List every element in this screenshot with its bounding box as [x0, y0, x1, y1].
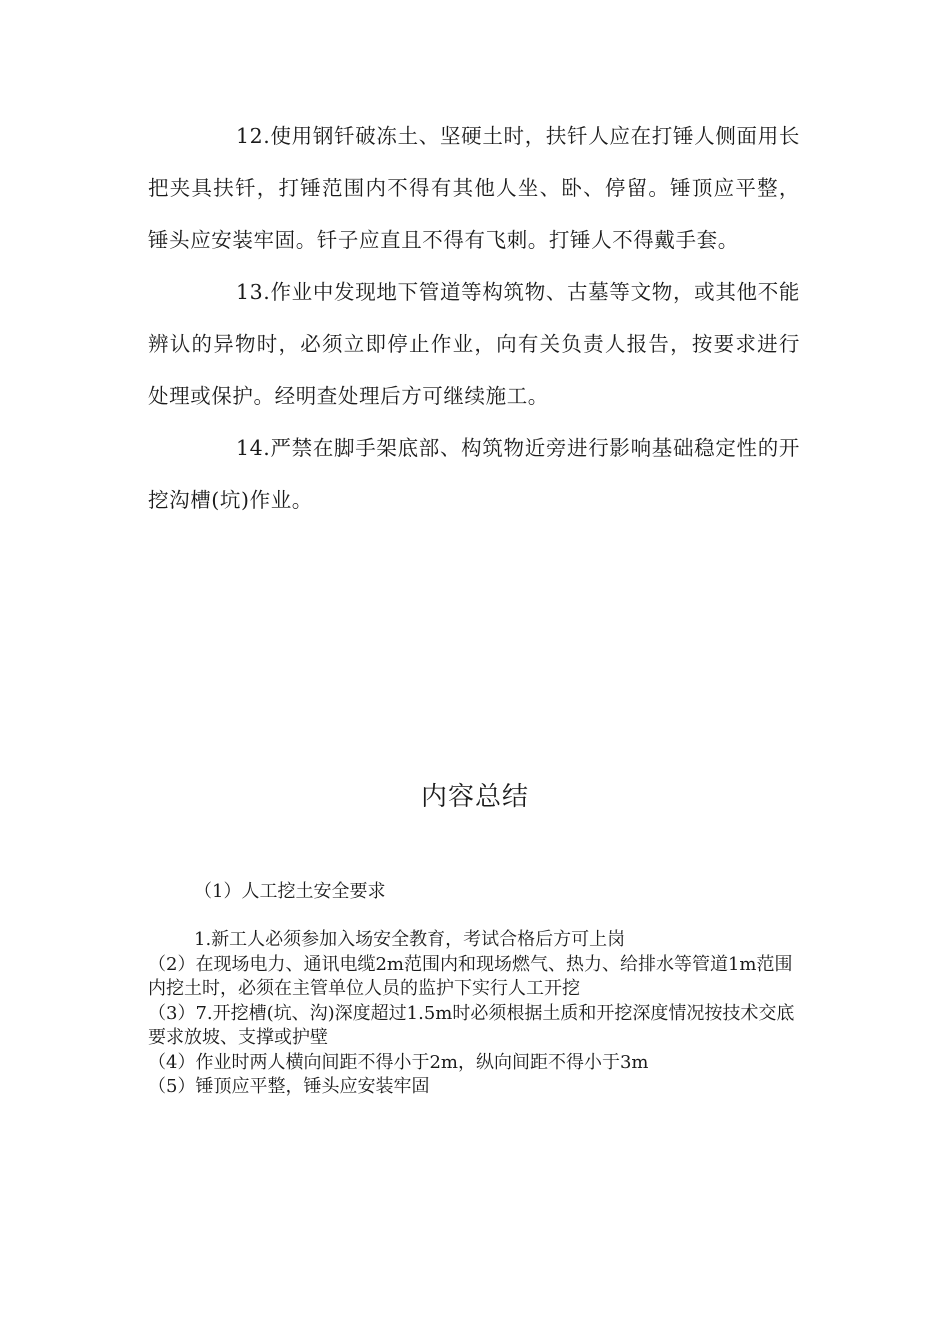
paragraph-14: 14.严禁在脚手架底部、构筑物近旁进行影响基础稳定性的开挖沟槽(坑)作业。 [148, 436, 800, 512]
summary-line: （3）7.开挖槽(坑、沟)深度超过1.5m时必须根据土质和开挖深度情况按技术交底要求放坡、支撑或护壁 [148, 1002, 795, 1048]
summary-line: 1.新工人必须参加入场安全教育，考试合格后方可上岗 [194, 929, 626, 950]
summary-line: （4）作业时两人横向间距不得小于2m，纵向间距不得小于3m [148, 1051, 649, 1073]
summary-heading: （1）人工挖土安全要求 [194, 881, 386, 902]
summary-line: （5）锤顶应平整，锤头应安装牢固 [148, 1076, 430, 1097]
paragraph-12: 12.使用钢钎破冻土、坚硬土时，扶钎人应在打锤人侧面用长把夹具扶钎，打锤范围内不得有其他人坐、卧、停留。锤顶应平整，锤头应安装牢固。钎子应直且不得有飞刺。打锤人不得戴手套。 [148, 124, 800, 252]
body-text [148, 110, 800, 526]
summary-list [148, 928, 800, 1100]
summary-title: 内容总结 [420, 782, 529, 812]
summary-line: （2）在现场电力、通讯电缆2m范围内和现场燃气、热力、给排水等管道1m范围内挖土时，必须在主管单位人员的监护下实行人工开挖 [148, 953, 793, 999]
paragraph-13: 13.作业中发现地下管道等构筑物、古墓等文物，或其他不能辨认的异物时，必须立即停止作业，向有关负责人报告，按要求进行处理或保护。经明查处理后方可继续施工。 [148, 280, 800, 408]
